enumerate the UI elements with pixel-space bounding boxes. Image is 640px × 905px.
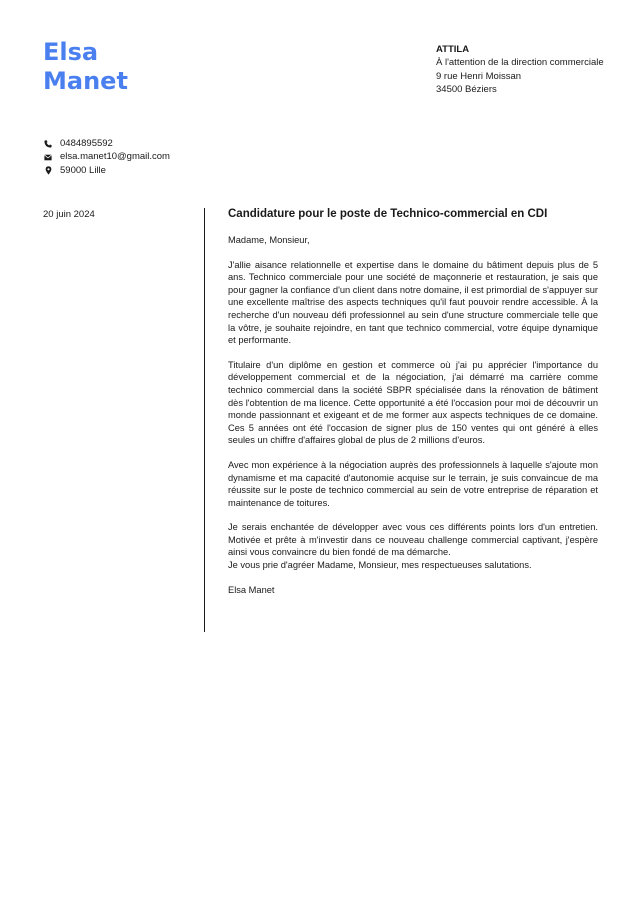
first-name: Elsa	[43, 38, 99, 66]
recipient-company: ATTILA	[436, 44, 470, 55]
recipient-city: 34500 Béziers	[436, 84, 497, 96]
letter-body	[228, 207, 598, 596]
contact-info	[43, 137, 170, 177]
letter-salutation: Madame, Monsieur,	[228, 235, 310, 245]
location-text: 59000 Lille	[60, 164, 106, 176]
letter-paragraph: J'allie aisance relationnelle et expertise dans le domaine du bâtiment depuis plus de 5 ans. Technico commerciale pour une société de maçonnerie et restauration, je sais que pour gagner la confiance d'un client dans notre domaine, il est primordial de s'appuyer sur une excellente maîtrise des aspects techniques qu'il faut pouvoir rendre accessible. À la recherche d'un nouveau défi professionnel au sein d'une structure commerciale telle que la vôtre, je souhaite rejoindre, en tant que technico commercial, votre équipe dynamique et performante.	[228, 259, 598, 346]
envelope-icon	[43, 154, 53, 161]
contact-location	[43, 164, 170, 177]
recipient-street: 9 rue Henri Moissan	[436, 70, 522, 82]
phone-number: 0484895592	[60, 138, 113, 149]
contact-email	[43, 150, 170, 163]
recipient-attention: À l'attention de la direction commerciale	[436, 57, 604, 69]
letter-signature: Elsa Manet	[228, 584, 275, 595]
last-name: Manet	[43, 67, 128, 95]
email-address: elsa.manet10@gmail.com	[60, 151, 170, 163]
applicant-name	[43, 38, 128, 96]
letter-paragraph: Je serais enchantée de développer avec vous ces différents points lors d'un entretien. Motivée et prête à m'investir dans ce nouveau challenge commercial captivant, j'espère ainsi vous convaincre du bien fondé de ma démarche.	[228, 522, 598, 558]
recipient-address	[436, 43, 626, 97]
letter-paragraph: Avec mon expérience à la négociation auprès des professionnels à laquelle s'ajoute mon dynamisme et ma capacité d'autonomie acquise sur le terrain, je suis convaincue de ma réussite sur le poste de technico commercial au sein de votre entreprise de réparation et maintenance de toitures.	[228, 459, 598, 508]
letter-closing: Je vous prie d'agréer Madame, Monsieur, mes respectueuses salutations.	[228, 560, 532, 571]
vertical-divider	[204, 208, 205, 632]
letter-date: 20 juin 2024	[43, 209, 95, 220]
letter-paragraph: Titulaire d'un diplôme en gestion et commerce où j'ai pu apprécier l'importance du développement commercial et de la négociation, j'ai démarré ma carrière comme technico commercial dans la société SBPR spécialisée dans la rénovation de bâtiment dès l'obtention de ma licence. Cette opportunité a été l'occasion pour moi de découvrir un monde passionnant et exigeant et de me former aux aspects techniques de ce domaine. Ces 5 années ont été l'occasion de signer plus de 150 ventes qui ont généré à elles seules un chiffre d'affaires global de plus de 2 millions d'euros.	[228, 359, 598, 446]
letter-subject: Candidature pour le poste de Technico-commercial en CDI	[228, 208, 548, 220]
phone-icon	[43, 140, 53, 148]
contact-phone	[43, 137, 170, 150]
map-pin-icon	[43, 166, 53, 175]
